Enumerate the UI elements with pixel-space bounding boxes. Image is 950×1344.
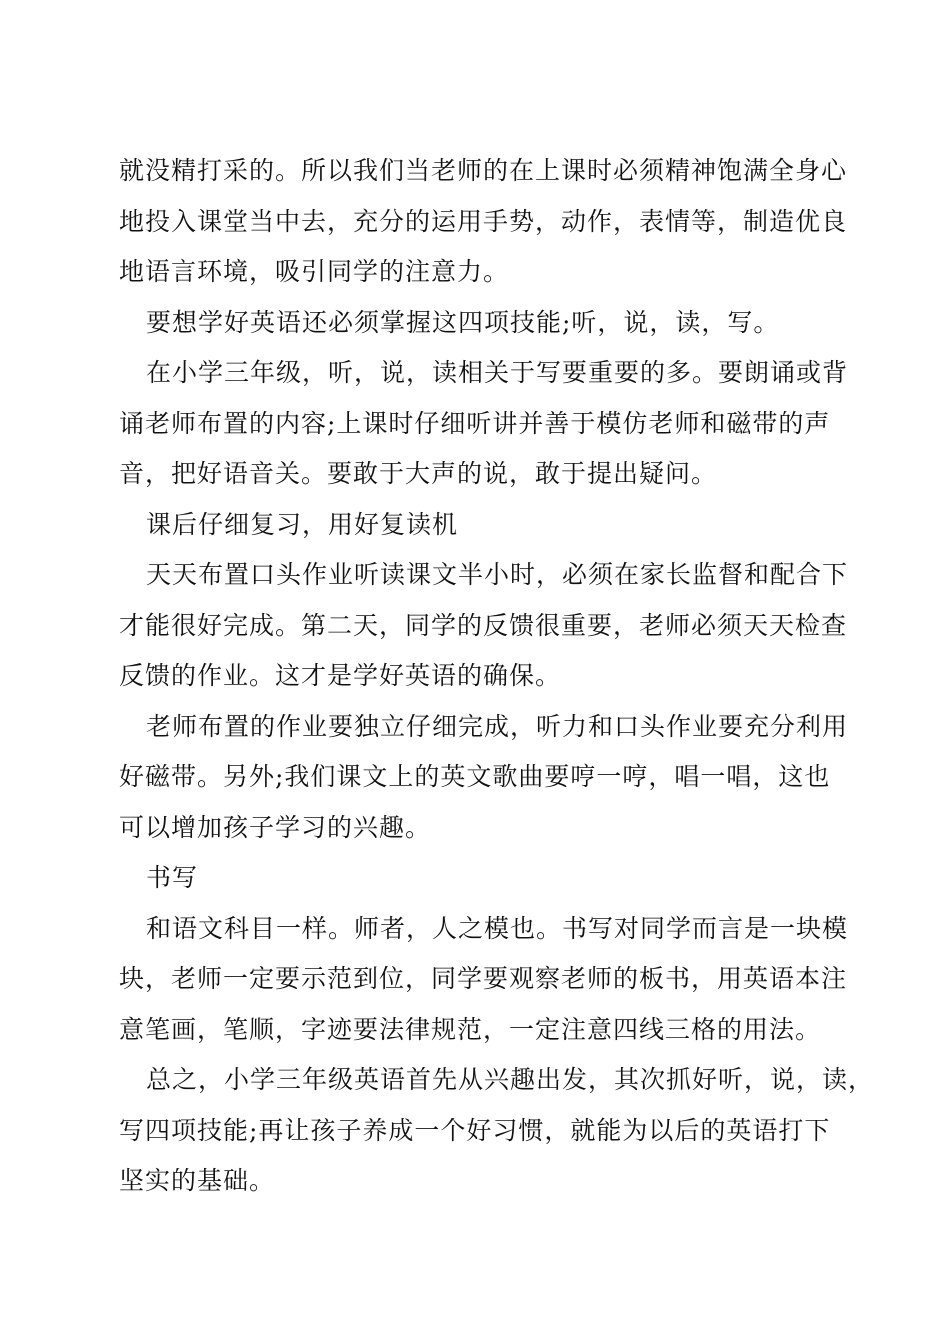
text-line: 坚实的基础。 xyxy=(119,1166,276,1195)
paragraph-first-line: 要想学好英语还必须掌握这四项技能;听，说，读，写。 xyxy=(146,307,780,337)
text-line: 好磁带。另外;我们课文上的英文歌曲要哼一哼，唱一唱，这也 xyxy=(119,762,831,791)
text-line: 块，老师一定要示范到位，同学要观察老师的板书，用英语本注 xyxy=(119,964,848,993)
paragraph-first-line: 总之，小学三年级英语首先从兴趣出发，其次抓好听，说，读， xyxy=(146,1065,875,1094)
text-line: 地语言环境，吸引同学的注意力。 xyxy=(119,257,510,286)
text-line: 地投入课堂当中去，充分的运用手势，动作，表情等，制造优良 xyxy=(119,206,848,236)
paragraph-first-line: 和语文科目一样。师者，人之模也。书写对同学而言是一块模 xyxy=(146,913,849,943)
text-line: 意笔画，笔顺，字迹要法律规范，一定注意四线三格的用法。 xyxy=(119,1014,822,1044)
text-line: 音，把好语音关。要敢于大声的说，敢于提出疑问。 xyxy=(119,459,718,488)
paragraph-first-line: 在小学三年级，听，说，读相关于写要重要的多。要朗诵或背 xyxy=(146,358,849,387)
text-line: 反馈的作业。这才是学好英语的确保。 xyxy=(119,661,562,690)
paragraph-first-line: 老师布置的作业要独立仔细完成，听力和口头作业要充分利用 xyxy=(146,711,849,741)
text-line: 可以增加孩子学习的兴趣。 xyxy=(119,812,432,842)
text-line: 诵老师布置的内容;上课时仔细听讲并善于模仿老师和磁带的声 xyxy=(119,408,831,438)
paragraph-heading-line: 课后仔细复习，用好复读机 xyxy=(146,509,459,539)
section-heading-line: 书写 xyxy=(146,863,199,892)
document-body-text xyxy=(119,146,875,1207)
text-line: 才能很好完成。第二天，同学的反馈很重要，老师必须天天检查 xyxy=(119,610,848,640)
paragraph-first-line: 天天布置口头作业听读课文半小时，必须在家长监督和配合下 xyxy=(146,560,849,589)
text-line: 写四项技能;再让孩子养成一个好习惯，就能为以后的英语打下 xyxy=(119,1115,831,1145)
text-line: 就没精打采的。所以我们当老师的在上课时必须精神饱满全身心 xyxy=(119,156,848,185)
